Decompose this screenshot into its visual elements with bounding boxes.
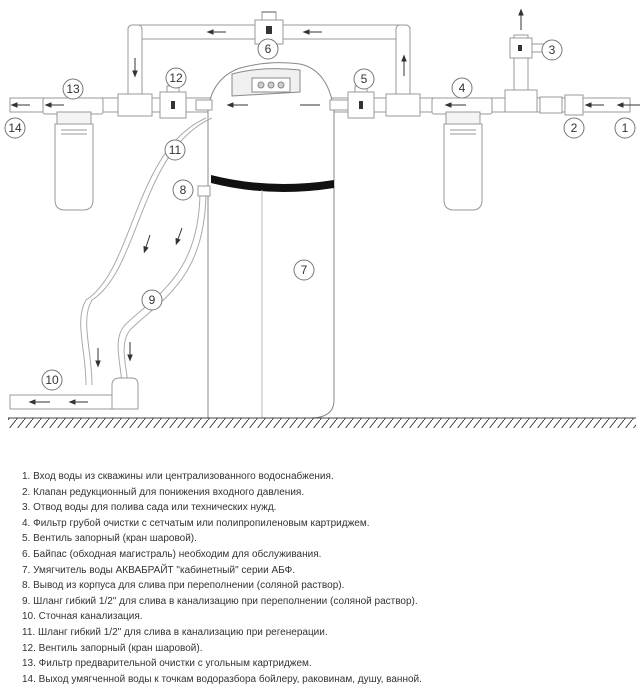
inlet-ball-valve xyxy=(348,86,374,118)
marker-10 xyxy=(42,370,62,390)
marker-7 xyxy=(294,260,314,280)
svg-text:5: 5 xyxy=(360,72,368,86)
svg-text:8: 8 xyxy=(179,183,187,197)
overflow-hose xyxy=(118,190,206,388)
svg-text:9: 9 xyxy=(148,293,156,307)
legend-item: 9. Шланг гибкий 1/2" для слива в канализацию при переполнении (соляной раствор). xyxy=(22,595,418,607)
marker-1 xyxy=(615,118,635,138)
marker-14 xyxy=(5,118,25,138)
legend-item: 5. Вентиль запорный (кран шаровой). xyxy=(22,533,197,545)
legend-item: 6. Байпас (обходная магистраль) необходим для обслуживания. xyxy=(22,548,322,560)
legend-item: 1. Вход воды из скважины или централизованного водоснабжения. xyxy=(22,471,334,482)
legend-list xyxy=(22,469,422,687)
sewer-pipe xyxy=(10,378,138,409)
ground-line xyxy=(8,418,636,428)
svg-text:3: 3 xyxy=(548,43,556,57)
coarse-filter-housing xyxy=(432,98,492,210)
legend-item: 4. Фильтр грубой очистки с сетчатым или полипропиленовым картриджем. xyxy=(22,517,370,529)
svg-text:6: 6 xyxy=(264,42,272,56)
overflow-outlet xyxy=(198,186,210,196)
svg-text:2: 2 xyxy=(570,121,578,135)
svg-text:12: 12 xyxy=(169,71,183,85)
legend-item: 12. Вентиль запорный (кран шаровой). xyxy=(22,642,203,654)
svg-text:4: 4 xyxy=(458,81,466,95)
marker-8 xyxy=(173,180,193,200)
marker-12 xyxy=(166,68,186,88)
svg-text:10: 10 xyxy=(45,373,59,387)
legend-item: 7. Умягчитель воды АКВАБРАЙТ "кабинетный" серии АБФ. xyxy=(22,564,295,576)
legend-item: 3. Отвод воды для полива сада или технических нужд. xyxy=(22,502,277,514)
legend-item: 13. Фильтр предварительной очистки с угольным картриджем. xyxy=(22,658,312,670)
marker-4 xyxy=(452,78,472,98)
regeneration-hose xyxy=(81,118,212,385)
carbon-filter-housing xyxy=(43,98,103,210)
marker-13 xyxy=(63,79,83,99)
marker-5 xyxy=(354,69,374,89)
outlet-ball-valve xyxy=(160,86,186,118)
legend-item: 11. Шланг гибкий 1/2" для слива в канализацию при регенерации. xyxy=(22,626,328,638)
legend-item: 14. Выход умягченной воды к точкам водоразбора бойлеру, раковинам, душу, ванной. xyxy=(22,673,422,685)
svg-text:11: 11 xyxy=(168,143,182,157)
softener-cabinet xyxy=(208,63,334,418)
marker-6 xyxy=(258,39,278,59)
svg-text:7: 7 xyxy=(300,263,308,277)
marker-3 xyxy=(542,40,562,60)
marker-11 xyxy=(165,140,185,160)
marker-9 xyxy=(142,290,162,310)
legend-item: 2. Клапан редукционный для понижения входного давления. xyxy=(22,486,305,498)
legend-item: 8. Вывод из корпуса для слива при переполнении (соляной раствор). xyxy=(22,580,345,592)
svg-text:13: 13 xyxy=(66,82,80,96)
svg-text:14: 14 xyxy=(8,121,22,135)
svg-text:1: 1 xyxy=(621,121,629,135)
garden-ball-valve xyxy=(510,38,546,58)
marker-2 xyxy=(564,118,584,138)
legend-item: 10. Сточная канализация. xyxy=(22,611,143,623)
